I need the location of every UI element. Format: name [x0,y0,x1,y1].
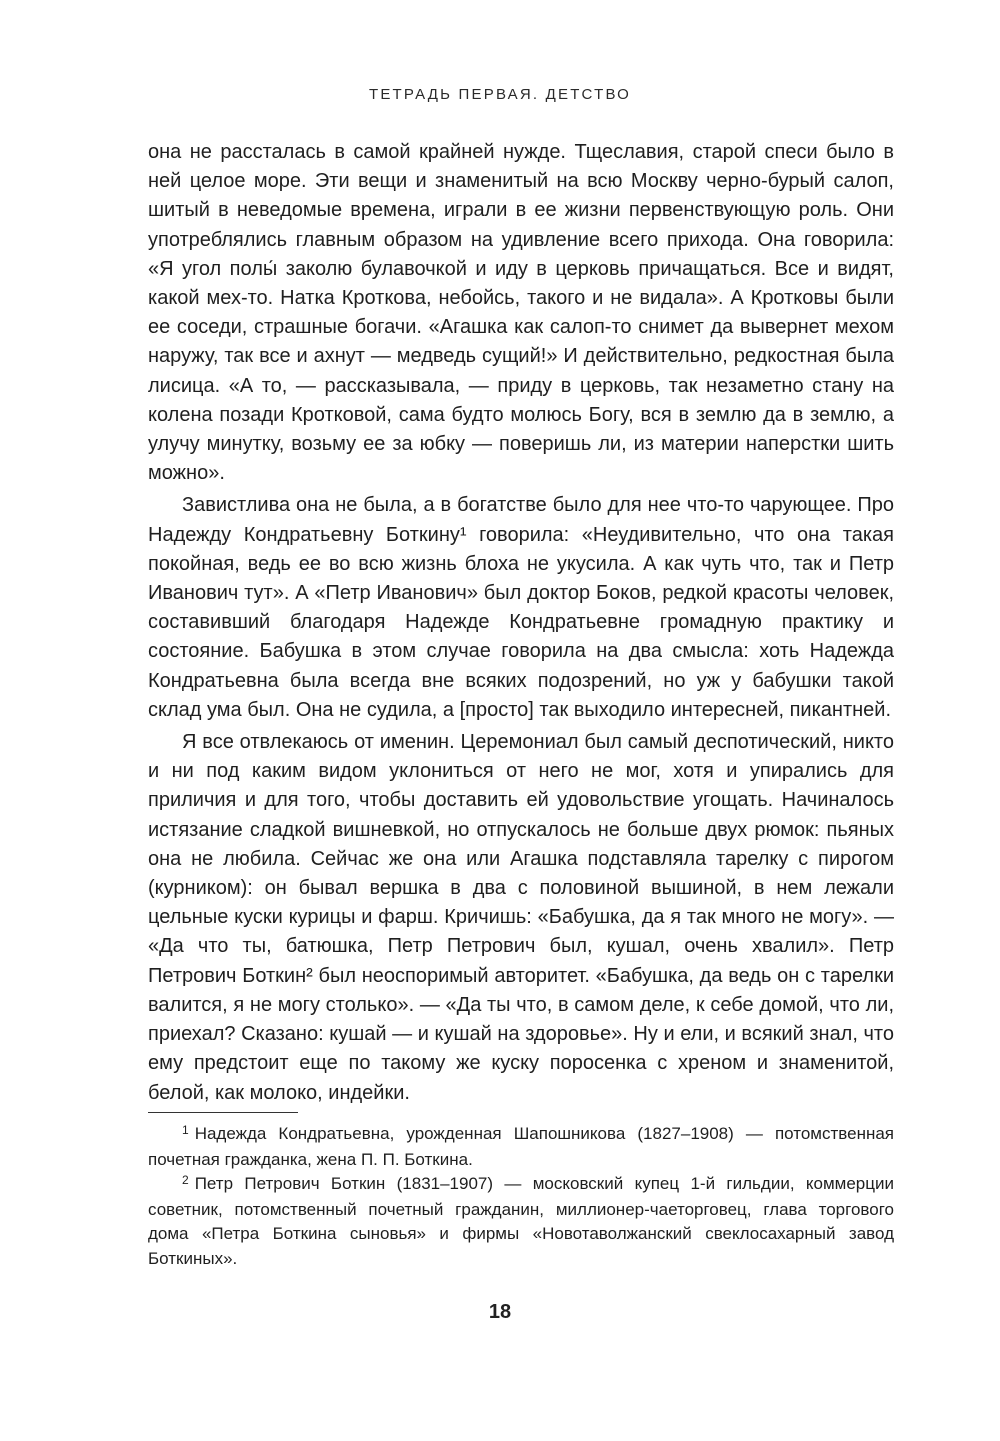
footnote-divider [148,1112,298,1113]
running-head: ТЕТРАДЬ ПЕРВАЯ. ДЕТСТВО [368,86,632,103]
footnotes [148,1122,894,1272]
footnote-1 [148,1122,894,1172]
paragraph-continued: она не рассталась в самой крайней нужде. Тщеславия, старой спеси было в ней целое море. Эти вещи и знаменитый на всю Москву черно-бурый салоп, шитый в неведомые времена, играли в ее жизни первенствующую роль. Они употреблялись главным образом на удивление всего прихода. Она говорила: «Я угол полы́ заколю булавочкой и иду в церковь причащаться. Все и видят, какой мех-то. Натка Кроткова, небойсь, такого и не видала». А Кротковы были ее соседи, страшные богачи. «Агашка как салоп-то снимет да вывернет мехом наружу, так все и ахнут — медведь сущий!» И действительно, редкостная была лисица. «А то, — рассказывала, — приду в церковь, так незаметно стану на колена позади Кротковой, сама будто молюсь Богу, вся в землю да в землю, а улучу минутку, возьму ее за юбку — поверишь ли, из материи наперстки шить можно». [148,141,894,485]
footnote-text: Надежда Кондратьевна, урожденная Шапошникова (1827–1908) — потомственная почетная гражданка, жена П. П. Боткина. [148,1124,894,1169]
main-text [148,138,894,1108]
page-number: 18 [488,1301,512,1323]
footnote-2 [148,1172,894,1271]
footnote-mark: 1 [182,1123,189,1137]
paragraph: Я все отвлекаюсь от именин. Церемониал был самый деспотический, никто и ни под каким видом уклониться от него не мог, хотя и упирались для приличия и для того, чтобы доставить ей удовольствие угощать. Начиналось истязание сладкой вишневкой, но отпускалось не больше двух рюмок: пьяных она не любила. Сейчас же она или Агашка подставляла тарелку с пирогом (курником): он бывал вершка в два с половиной вышиной, в нем лежали цельные куски курицы и фарш. Кричишь: «Бабушка, да я так много не могу». — «Да что ты, батюшка, Петр Петрович был, кушал, очень хвалил». Петр Петрович Боткин² был неоспоримый авторитет. «Бабушка, да ведь он с тарелки валится, я не могу столько». — «Да ты что, в самом деле, к себе домой, что ли, приехал? Сказано: кушай — и кушай на здоровье». Ну и ели, и всякий знал, что ему предстоит еще по такому же куску поросенка с хреном и знаменитой, белой, как молоко, индейки. [148,731,894,1104]
footnote-text: Петр Петрович Боткин (1831–1907) — московский купец 1-й гильдии, коммерции советник, потомственный почетный гражданин, миллионер-чаеторговец, глава торгового дома «Петра Боткина сыновья» и фирмы «Новотаволжанский свеклосахарный завод Боткиных». [148,1174,894,1268]
footnote-mark: 2 [182,1173,189,1188]
paragraph: Завистлива она не была, а в богатстве было для нее что-то чарующее. Про Надежду Кондратьевну Боткину¹ говорила: «Неудивительно, что она такая покойная, ведь ее во всю жизнь блоха не укусила. А как чуть что, так и Петр Иванович тут». А «Петр Иванович» был доктор Боков, редкой красоты человек, составивший благодаря Надежде Кондратьевне громадную практику и состояние. Бабушка в этом случае говорила на два смысла: хоть Надежда Кондратьевна была всегда вне всяких подозрений, но уж у бабушки такой склад ума был. Она не судила, а [просто] так выходило интересней, пикантней. [148,494,894,721]
